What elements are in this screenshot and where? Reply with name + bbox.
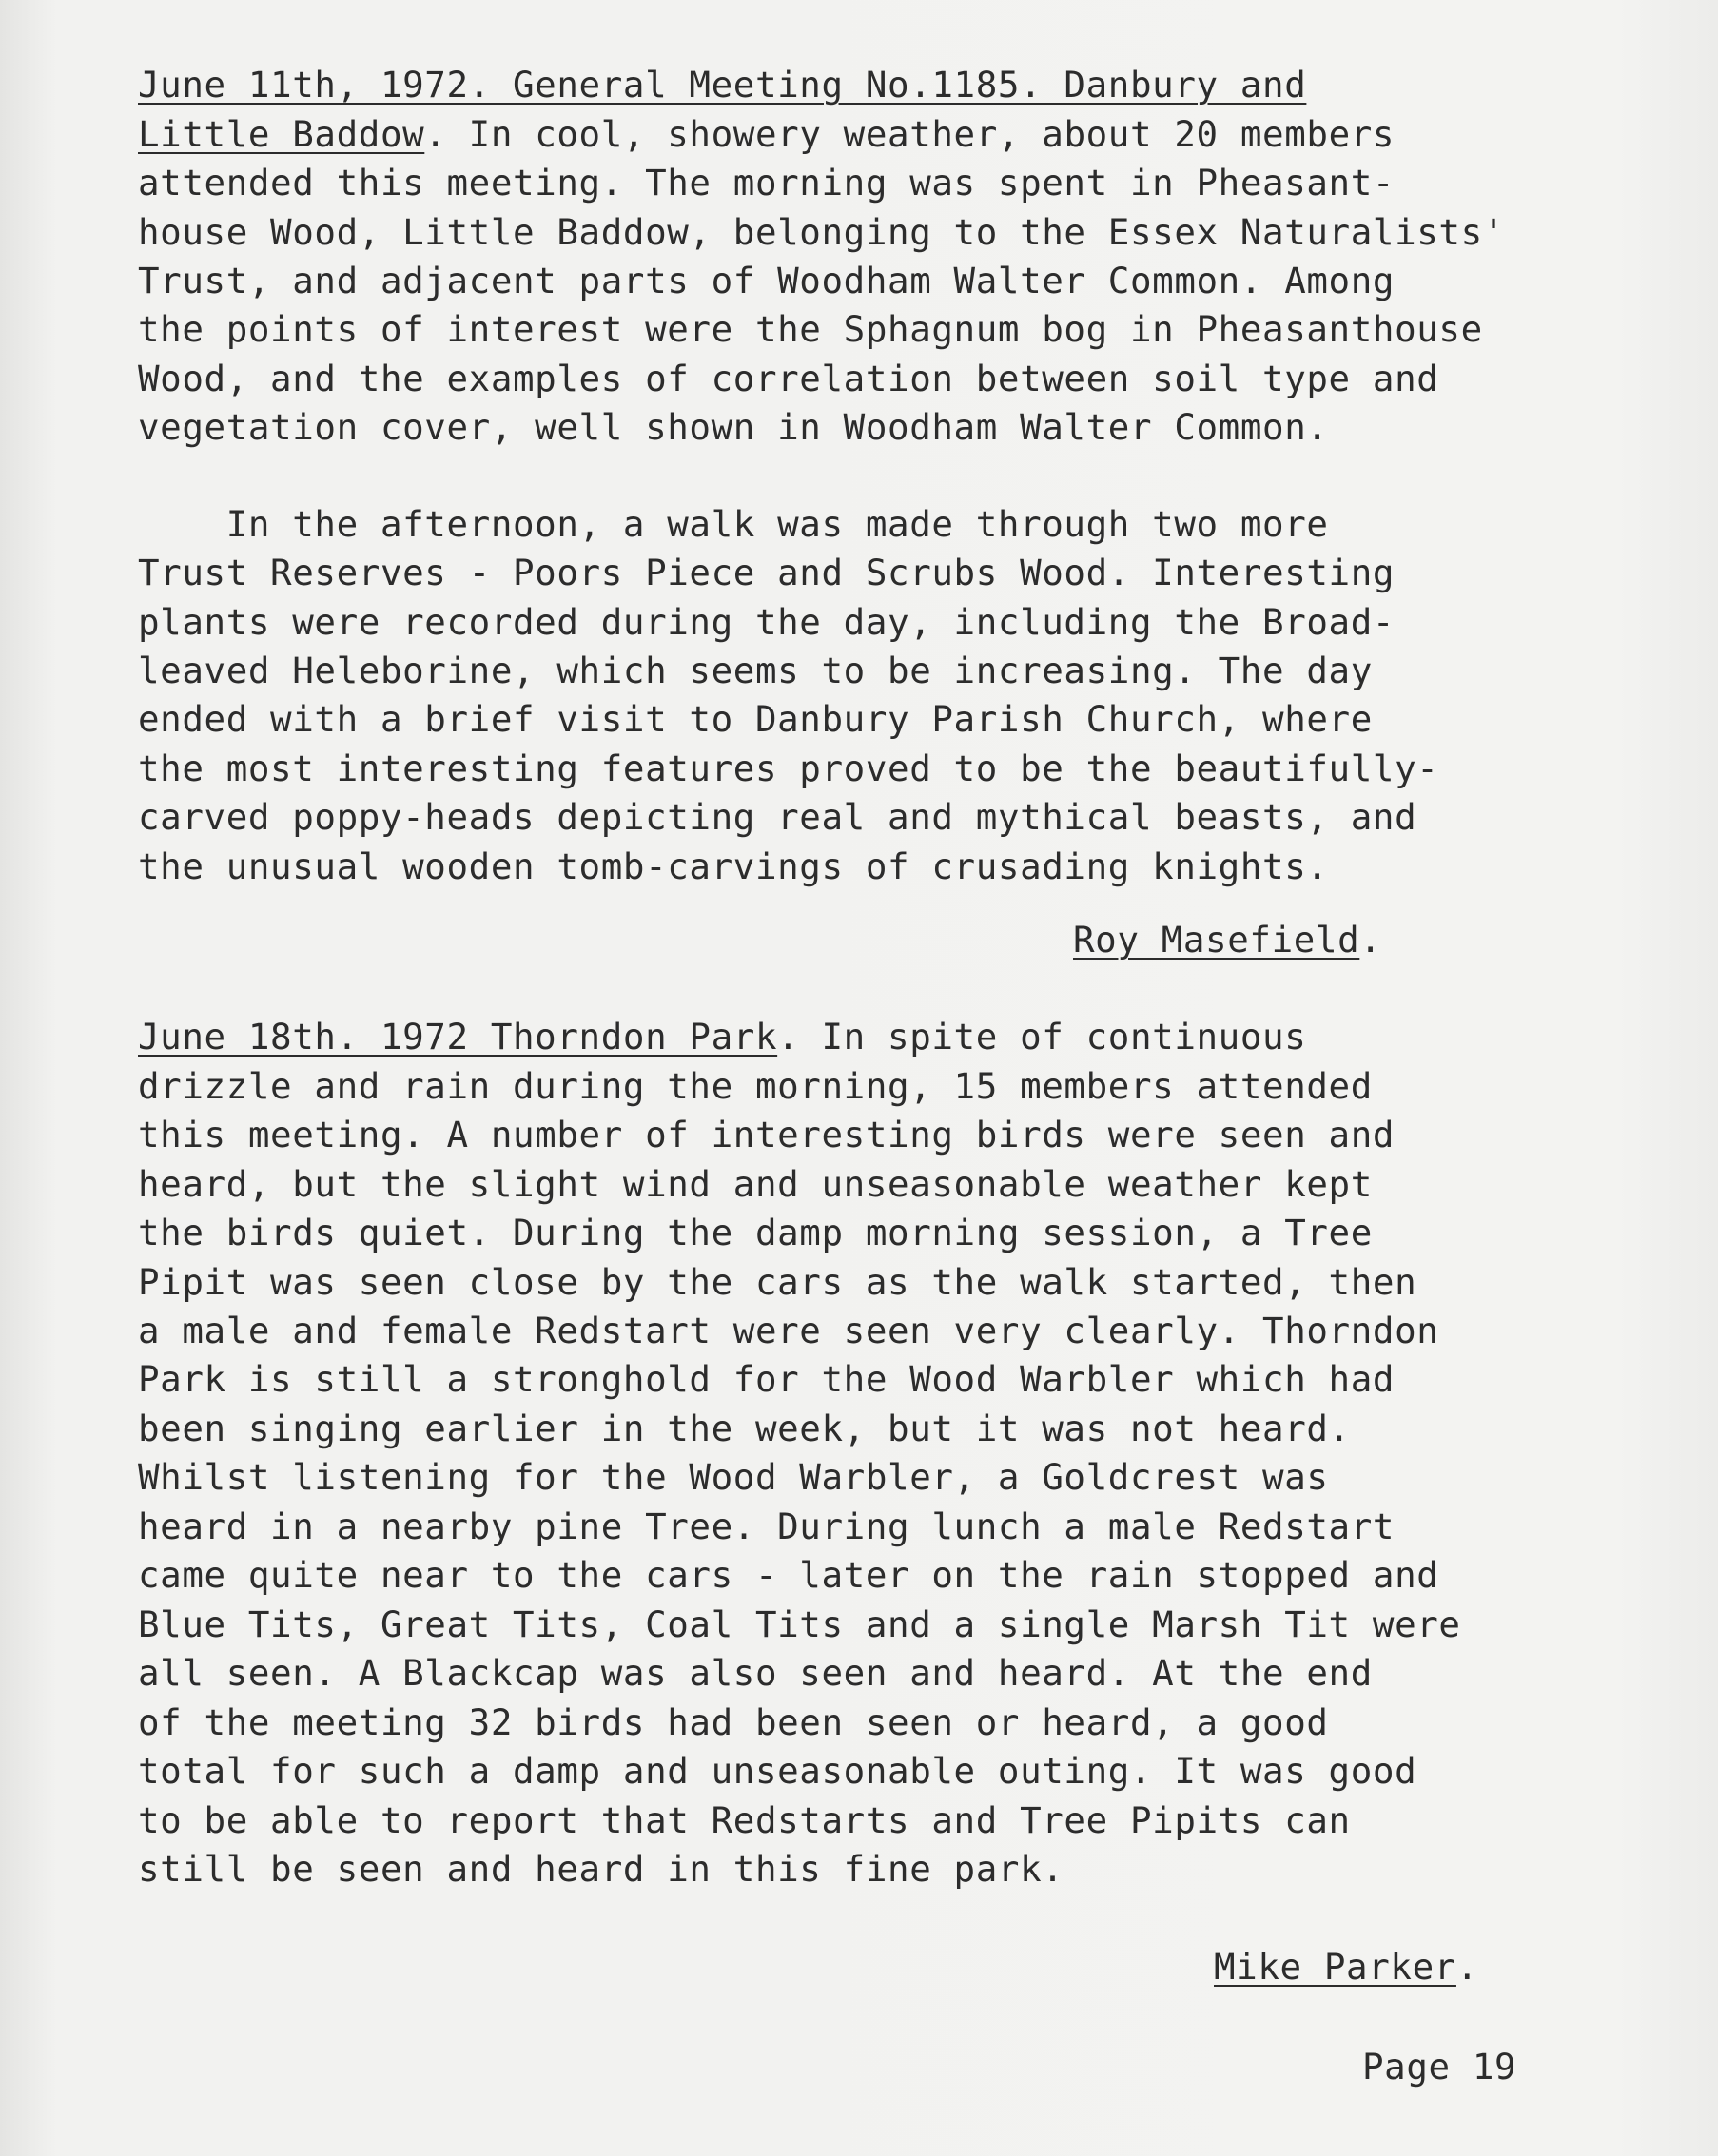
text-line: ended with a brief visit to Danbury Parish Church, where [138, 698, 1373, 740]
text-line: the birds quiet. During the damp morning session, a Tree [138, 1212, 1373, 1253]
author-signature: Roy Masefield. [1073, 919, 1382, 961]
text-line: to be able to report that Redstarts and Tree Pipits can [138, 1799, 1351, 1841]
text-line: leaved Heleborine, which seems to be increasing. The day [138, 650, 1373, 691]
text-line: Whilst listening for the Wood Warbler, a Goldcrest was [138, 1456, 1329, 1498]
text-line: vegetation cover, well shown in Woodham Walter Common. [138, 406, 1329, 448]
text-line: carved poppy-heads depicting real and mythical beasts, and [138, 796, 1417, 838]
page-number: Page 19 [1362, 2046, 1517, 2088]
text-line: June 18th. 1972 Thorndon Park. In spite of continuous [138, 1016, 1307, 1058]
text-line: Little Baddow. In cool, showery weather, about 20 members [138, 113, 1396, 155]
text-line: a male and female Redstart were seen very clearly. Thorndon [138, 1310, 1439, 1351]
text-line: In the afternoon, a walk was made through two more [138, 503, 1329, 545]
text-line: Pipit was seen close by the cars as the walk started, then [138, 1261, 1417, 1303]
text-line: the points of interest were the Sphagnum bog in Pheasanthouse [138, 308, 1483, 350]
text-line [138, 64, 1307, 106]
text-line: Wood, and the examples of correlation between soil type and [138, 358, 1439, 399]
entry-heading: Little Baddow [138, 113, 425, 155]
text-line: came quite near to the cars - later on the rain stopped and [138, 1554, 1439, 1596]
text-line: Trust, and adjacent parts of Woodham Walter Common. Among [138, 260, 1396, 301]
author-signature: Mike Parker. [1214, 1946, 1479, 1988]
text-line: Blue Tits, Great Tits, Coal Tits and a single Marsh Tit were [138, 1603, 1461, 1645]
text-line: all seen. A Blackcap was also seen and heard. At the end [138, 1652, 1373, 1694]
text-line: house Wood, Little Baddow, belonging to the Essex Naturalists' [138, 211, 1505, 253]
text-line: still be seen and heard in this fine park. [138, 1848, 1064, 1890]
text-line: Trust Reserves - Poors Piece and Scrubs Wood. Interesting [138, 552, 1396, 593]
text-line: heard, but the slight wind and unseasonable weather kept [138, 1163, 1373, 1205]
text-line: attended this meeting. The morning was spent in Pheasant- [138, 162, 1396, 204]
text-line: heard in a nearby pine Tree. During lunch a male Redstart [138, 1505, 1396, 1547]
entry-heading: June 11th, 1972. General Meeting No.1185. Danbury and [138, 64, 1307, 106]
text-line: been singing earlier in the week, but it was not heard. [138, 1408, 1351, 1449]
text-line: this meeting. A number of interesting birds were seen and [138, 1114, 1396, 1156]
text-line: plants were recorded during the day, including the Broad- [138, 601, 1396, 643]
text-line: drizzle and rain during the morning, 15 members attended [138, 1065, 1373, 1107]
entry-heading: June 18th. 1972 Thorndon Park [138, 1016, 778, 1058]
text-line: total for such a damp and unseasonable outing. It was good [138, 1750, 1417, 1792]
text-line: the unusual wooden tomb-carvings of crusading knights. [138, 845, 1329, 887]
text-line: of the meeting 32 birds had been seen or heard, a good [138, 1701, 1329, 1743]
text-line: the most interesting features proved to be the beautifully- [138, 748, 1439, 789]
text-line: Park is still a stronghold for the Wood Warbler which had [138, 1358, 1396, 1400]
